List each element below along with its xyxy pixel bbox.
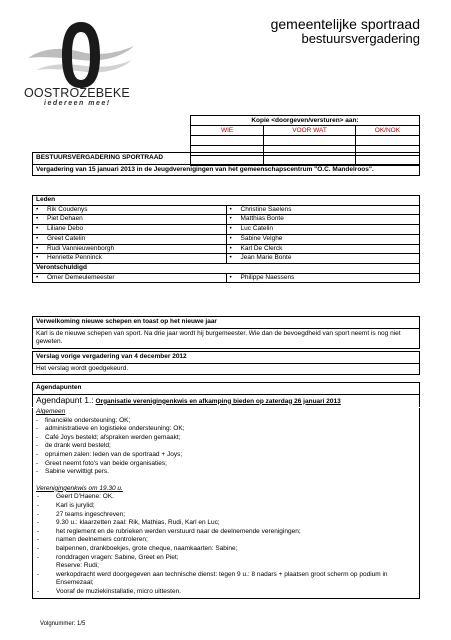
meeting-title: BESTUURSVERGADERING SPORTRAAD	[33, 153, 419, 165]
minutes-heading: Verslag vorige vergadering van 4 december 2012	[33, 352, 419, 364]
page-number: Volgnummer: 1/5	[40, 621, 86, 627]
header-org: gemeentelijke sportraad	[270, 16, 420, 32]
member-item: • Henriette Penninck	[36, 254, 102, 261]
excused-item: • Philippe Naessens	[230, 274, 295, 281]
quiz-item: - Geert D'Haene: OK.	[33, 493, 419, 502]
general-item: - financiële ondersteuning: OK;	[33, 417, 419, 426]
member-item: • Matthias Bonte	[230, 215, 284, 222]
minutes-text: Het verslag wordt goedgekeurd.	[36, 364, 129, 372]
quiz-item: - ronddragen vragen: Sabine, Greet en Piet;	[33, 554, 419, 563]
member-item: • Piet Dehaen	[36, 215, 83, 222]
general-item: - Sabine verwittigt pers.	[33, 468, 419, 477]
logo-name: OOSTROZEBEKE	[24, 86, 130, 100]
member-item: • Rik Coudenys	[36, 206, 87, 213]
minutes-box	[32, 351, 420, 375]
general-item: - Greet neemt foto's van beide organisaties;	[33, 460, 419, 469]
quiz-item: - 27 teams ingeschreven;	[33, 511, 419, 520]
member-item: • Rudi Vannieuwenborgh	[36, 245, 114, 252]
agenda-header-box	[32, 382, 420, 407]
meeting-box	[32, 152, 420, 176]
quiz-item: - namen deelnemers controleren;	[33, 536, 419, 545]
agenda-heading: Agendapunten	[33, 383, 419, 395]
members-table	[32, 195, 420, 283]
quiz-reserve: Reserve: Rudi;	[56, 562, 99, 570]
general-item: - Café Joys besteld; afspraken werden gemaakt;	[33, 434, 419, 443]
member-item: • Christine Saelens	[230, 206, 292, 213]
member-item: • Liliane Debo	[36, 225, 83, 232]
meeting-subtitle: Vergadering van 15 januari 2013 in de Jeugdverenigingen van het gemeenschapscentrum "O.C. Mandelroos".	[36, 165, 374, 173]
logo-tagline: iedereen mee!	[44, 100, 111, 107]
quiz-item: - balpennen, drankboekjes, grote cheque, naamkaarten: Sabine;	[33, 545, 419, 554]
excused-item: • Omer Demeulemeester	[36, 274, 115, 281]
agenda-point-label: Agendapunt 1.:	[36, 394, 94, 405]
general-heading: Algemeen	[36, 408, 66, 415]
welcome-box	[32, 316, 420, 349]
member-item: • Luc Catelin	[230, 225, 274, 232]
member-item: • Sabine Velghe	[230, 235, 283, 242]
quiz-item: - Vooraf de muziekinstallatie, micro uittesten.	[33, 588, 419, 597]
general-item: - de drank werd besteld;	[33, 442, 419, 451]
quiz-item: - werkopdracht werd doorgegeven aan technische dienst: tegen 9 u.: 8 nadars + plaatsen groot scherm op podium in Ensemezaal;	[33, 571, 419, 588]
copy-col-wie: WIE	[191, 126, 264, 136]
quiz-heading: Verenigingenkwis om 19.30 u.	[36, 484, 123, 492]
general-item: - opruimen zalen: leden van de sportraad + Joys;	[33, 451, 419, 460]
members-heading: Leden	[33, 196, 420, 206]
member-item: • Karl De Clerck	[230, 245, 283, 252]
header-title: bestuursvergadering	[301, 31, 420, 46]
agenda-body	[32, 408, 420, 599]
quiz-item: - Karl is jurylid;	[33, 502, 419, 511]
excused-heading: Verontschuldigd	[33, 263, 420, 273]
copy-col-voor-wat: VOOR WAT	[264, 126, 356, 136]
member-item: • Jean Marie Bonte	[230, 254, 292, 261]
agenda-point-title: Organisatie verenigingenkwis en afkamping bieden op zaterdag 26 januari 2013	[95, 397, 341, 405]
welcome-heading: Verwelkoming nieuwe schepen en toast op het nieuwe jaar	[33, 317, 419, 329]
copy-col-ok-nok: OK/NOK	[355, 126, 419, 136]
general-item: - administratieve en logistieke ondersteuning: OK;	[33, 425, 419, 434]
welcome-text: Karl is de nieuwe schepen van sport. Na drie jaar wordt hij burgemeester. Wie dan de bevoegdheid van sport neemt is nog niet geweten.	[36, 329, 401, 345]
quiz-item: - het reglement en de rubrieken werden verstuurd naar de deelnemende verenigingen;	[33, 528, 419, 537]
quiz-item: - 9.30 u.: klaarzetten zaal: Rik, Mathias, Rudi, Karl en Luc;	[33, 519, 419, 528]
member-item: • Greet Catelin	[36, 235, 85, 242]
copy-table-title: Kopie <doorgeven/versturen> aan:	[191, 116, 420, 126]
